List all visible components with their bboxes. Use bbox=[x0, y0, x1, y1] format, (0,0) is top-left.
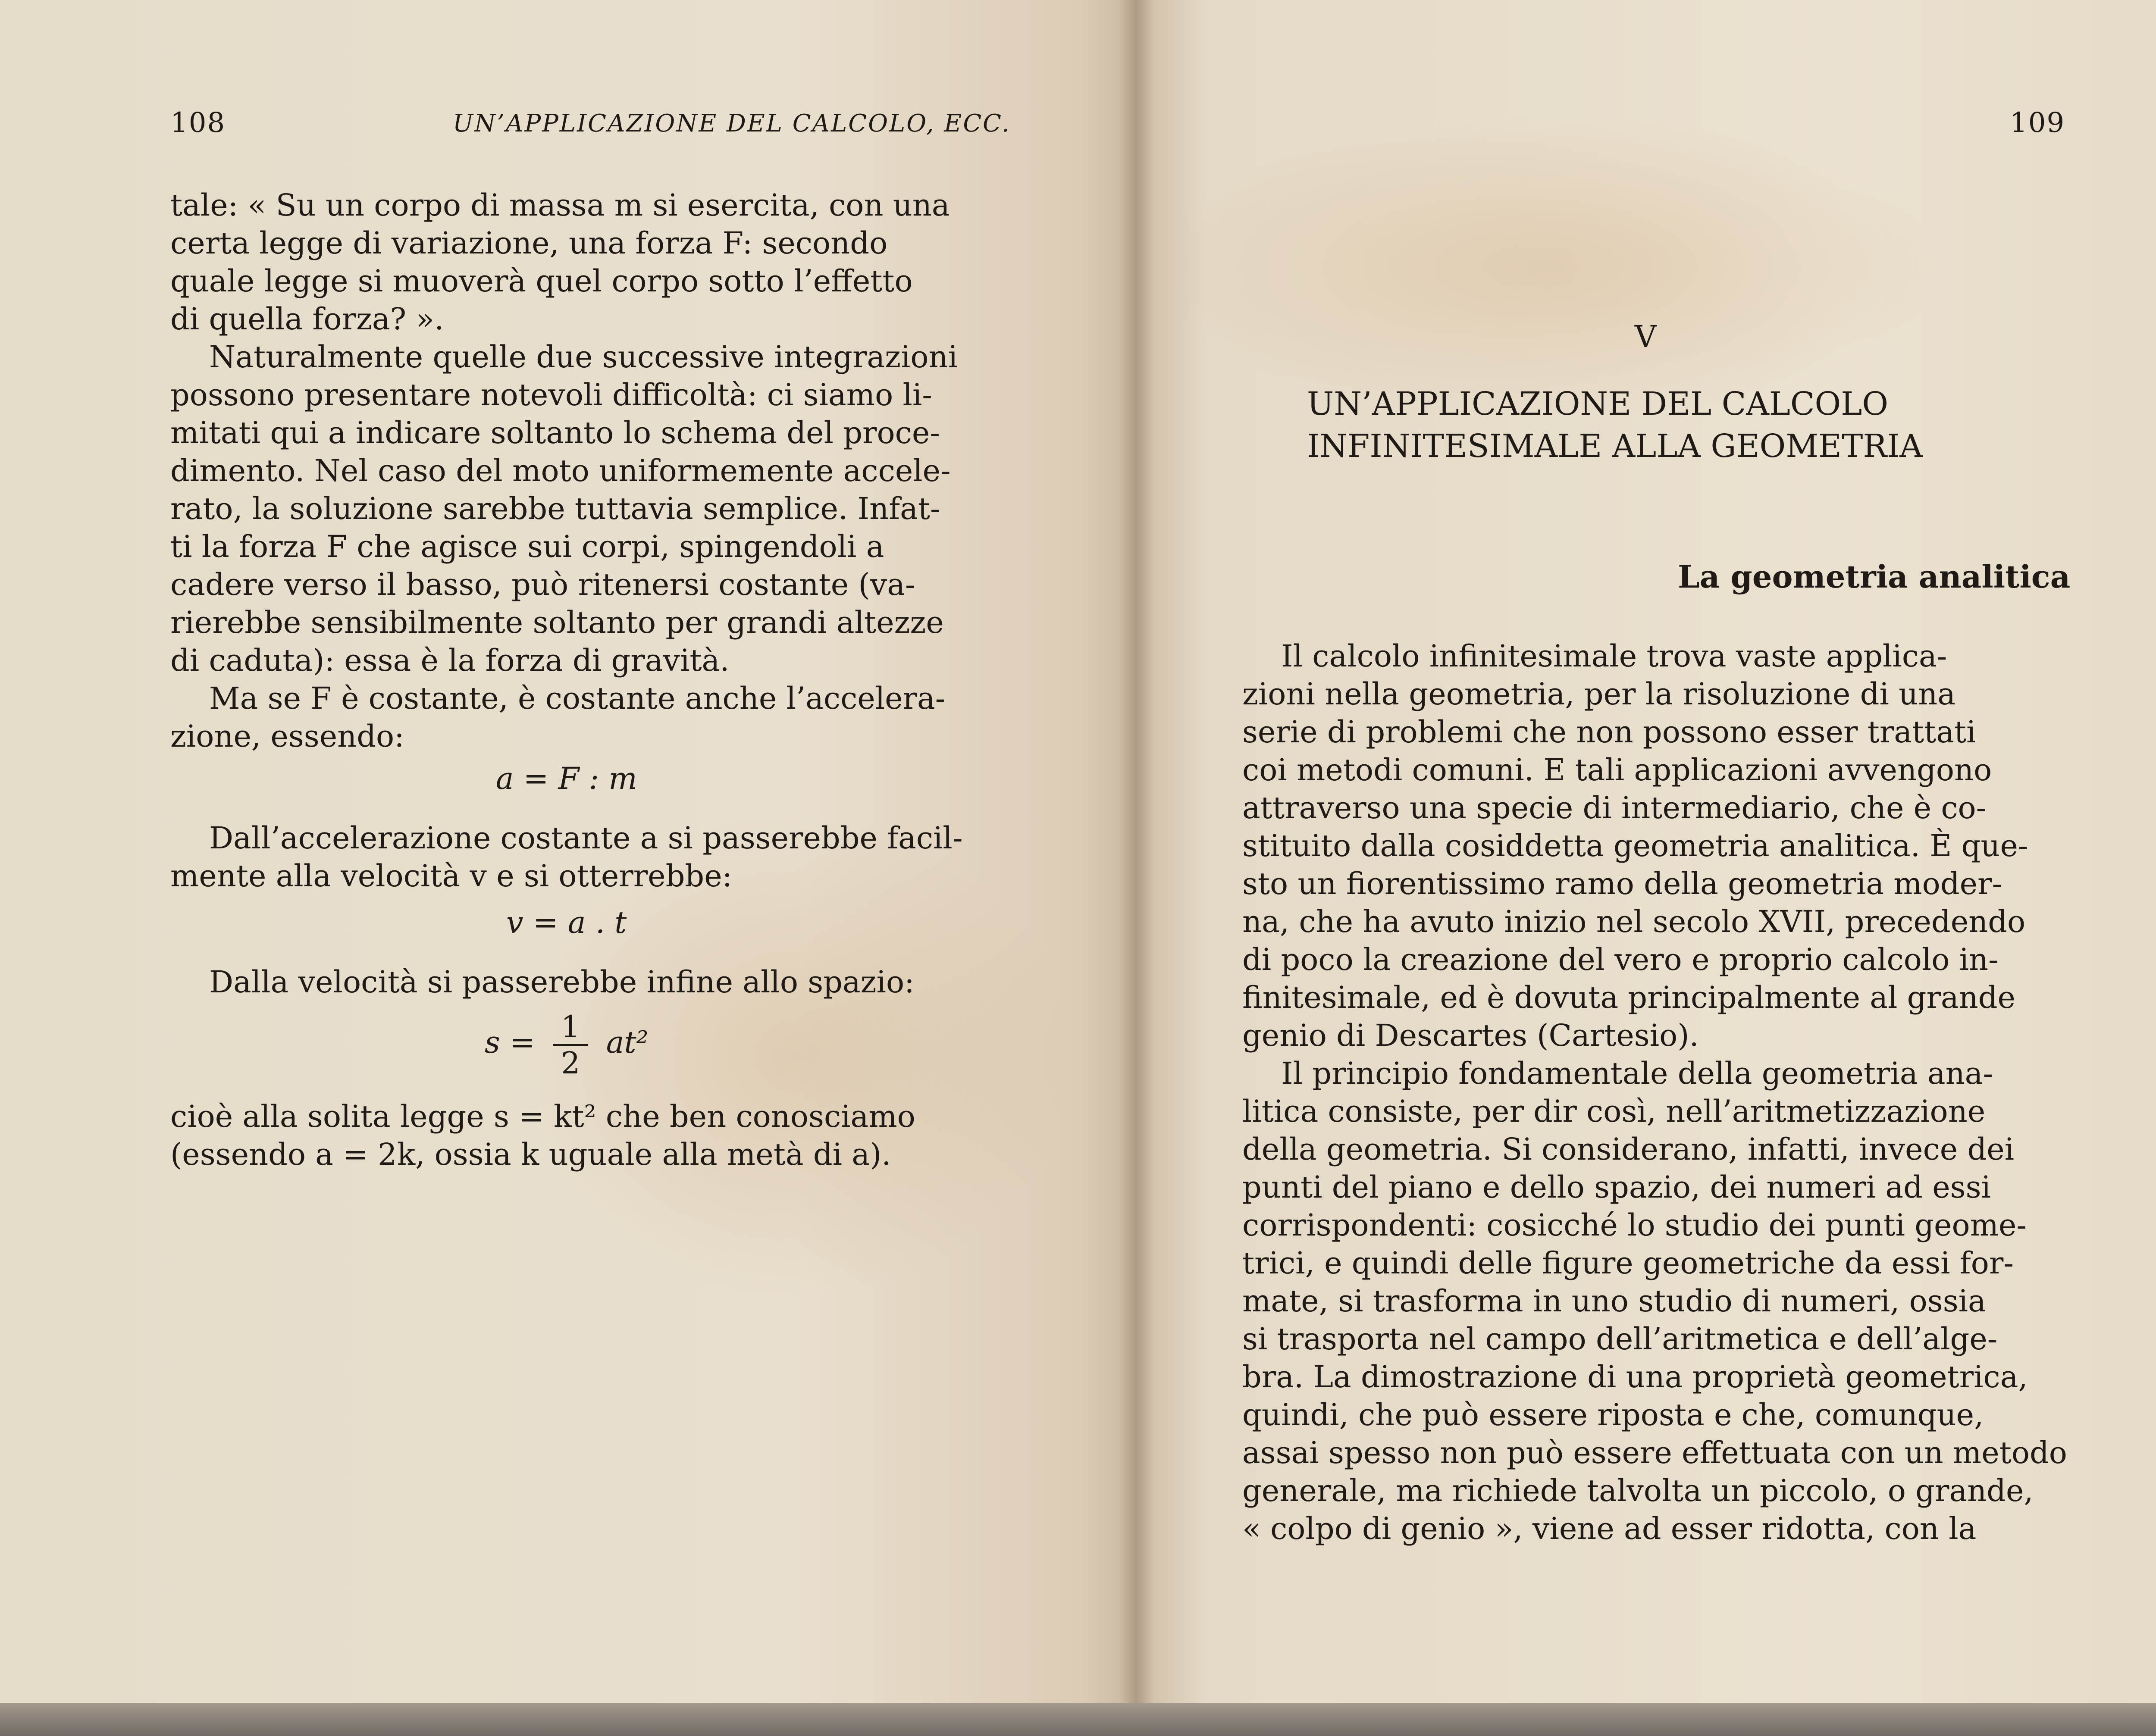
text-line: zione, essendo: bbox=[170, 719, 404, 754]
text-line: tale: « Su un corpo di massa m si esercita, con una bbox=[170, 188, 950, 223]
text-line: Il calcolo infinitesimale trova vaste applica- bbox=[1281, 638, 1947, 674]
text-line: « colpo di genio », viene ad esser ridotta, con la bbox=[1242, 1511, 1977, 1546]
fraction-denominator: 2 bbox=[561, 1045, 580, 1081]
text-line: trici, e quindi delle figure geometriche da essi for- bbox=[1242, 1245, 2014, 1281]
text-line: rierebbe sensibilmente soltanto per grandi altezze bbox=[170, 605, 944, 640]
text-line: mente alla velocità v e si otterrebbe: bbox=[170, 858, 733, 894]
text-line: mate, si trasforma in uno studio di numeri, ossia bbox=[1242, 1283, 1986, 1319]
chapter-title bbox=[1307, 383, 1923, 467]
text-line: attraverso una specie di intermediario, che è co- bbox=[1242, 790, 1987, 826]
text-line: litica consiste, per dir così, nell’aritmetizzazione bbox=[1242, 1094, 1986, 1129]
text-line: corrispondenti: cosicché lo studio dei punti geome- bbox=[1242, 1207, 2027, 1243]
text-line: Ma se F è costante, è costante anche l’accelera- bbox=[209, 681, 946, 716]
text-line: certa legge di variazione, una forza F: secondo bbox=[170, 225, 888, 261]
text-line: assai spesso non può essere effettuata con un metodo bbox=[1242, 1435, 2067, 1470]
book-gutter bbox=[1119, 0, 1154, 1736]
text-line: della geometria. Si considerano, infatti, invece dei bbox=[1242, 1132, 2015, 1167]
text-line: genio di Descartes (Cartesio). bbox=[1242, 1018, 1699, 1053]
text-line: stituito dalla cosiddetta geometria analitica. È que- bbox=[1242, 828, 2028, 863]
equation-acceleration: a = F : m bbox=[495, 761, 637, 796]
text-line: di caduta): essa è la forza di gravità. bbox=[170, 643, 730, 678]
text-line: na, che ha avuto inizio nel secolo XVII, precedendo bbox=[1242, 904, 2026, 939]
text-line: bra. La dimostrazione di una proprietà geometrica, bbox=[1242, 1359, 2028, 1395]
fraction-numerator: 1 bbox=[553, 1010, 588, 1046]
text-line: di poco la creazione del vero e proprio calcolo in- bbox=[1242, 942, 1999, 977]
text-line: dimento. Nel caso del moto uniformemente accele- bbox=[170, 453, 951, 488]
text-line: ti la forza F che agisce sui corpi, spingendoli a bbox=[170, 529, 884, 564]
text-line: possono presentare notevoli difficoltà: ci siamo li- bbox=[170, 377, 932, 413]
text-line: (essendo a = 2k, ossia k uguale alla metà di a). bbox=[170, 1137, 891, 1172]
page-number-left: 108 bbox=[170, 107, 226, 139]
text-line: Naturalmente quelle due successive integrazioni bbox=[209, 339, 958, 375]
equation-rhs: at² bbox=[606, 1025, 649, 1060]
running-head: UN’APPLICAZIONE DEL CALCOLO, ECC. bbox=[453, 109, 1011, 138]
chapter-title-line: UN’APPLICAZIONE DEL CALCOLO bbox=[1307, 385, 1889, 422]
text-line: quindi, che può essere riposta e che, comunque, bbox=[1242, 1397, 1984, 1433]
text-line: finitesimale, ed è dovuta principalmente al grande bbox=[1242, 980, 2015, 1015]
section-title: La geometria analitica bbox=[1678, 558, 2071, 595]
right-text-block bbox=[1242, 637, 2067, 1548]
text-line: si trasporta nel campo dell’aritmetica e dell’alge- bbox=[1242, 1321, 1998, 1357]
chapter-title-line: INFINITESIMALE ALLA GEOMETRIA bbox=[1307, 428, 1923, 465]
text-line: zioni nella geometria, per la risoluzione di una bbox=[1242, 676, 1956, 712]
right-page bbox=[1137, 0, 2156, 1736]
page-number-right: 109 bbox=[2010, 107, 2065, 139]
text-line: mitati qui a indicare soltanto lo schema del proce- bbox=[170, 415, 940, 450]
text-line: rato, la soluzione sarebbe tuttavia semplice. Infat- bbox=[170, 491, 940, 526]
equation-velocity: v = a . t bbox=[506, 905, 627, 940]
equation-space bbox=[170, 1010, 962, 1080]
left-text-block bbox=[170, 186, 962, 1173]
text-line: generale, ma richiede talvolta un piccolo, o grande, bbox=[1242, 1473, 2034, 1508]
text-line: di quella forza? ». bbox=[170, 301, 444, 337]
fraction bbox=[553, 1010, 588, 1080]
text-line: Dall’accelerazione costante a si passerebbe facil- bbox=[209, 820, 963, 856]
text-line: Il principio fondamentale della geometria ana- bbox=[1281, 1056, 1993, 1091]
scan-bottom-edge bbox=[0, 1703, 2156, 1736]
text-line: serie di problemi che non possono esser trattati bbox=[1242, 714, 1976, 750]
text-line: quale legge si muoverà quel corpo sotto l’effetto bbox=[170, 263, 913, 299]
text-line: coi metodi comuni. E tali applicazioni avvengono bbox=[1242, 752, 1992, 788]
equation-lhs: s = bbox=[484, 1025, 535, 1060]
text-line: punti del piano e dello spazio, dei numeri ad essi bbox=[1242, 1170, 1991, 1205]
text-line: cadere verso il basso, può ritenersi costante (va- bbox=[170, 567, 915, 602]
text-line: cioè alla solita legge s = kt² che ben conosciamo bbox=[170, 1099, 915, 1134]
text-line: Dalla velocità si passerebbe infine allo spazio: bbox=[209, 964, 915, 1000]
chapter-number: V bbox=[1635, 319, 1657, 354]
text-line: sto un fiorentissimo ramo della geometria moder- bbox=[1242, 866, 2002, 901]
